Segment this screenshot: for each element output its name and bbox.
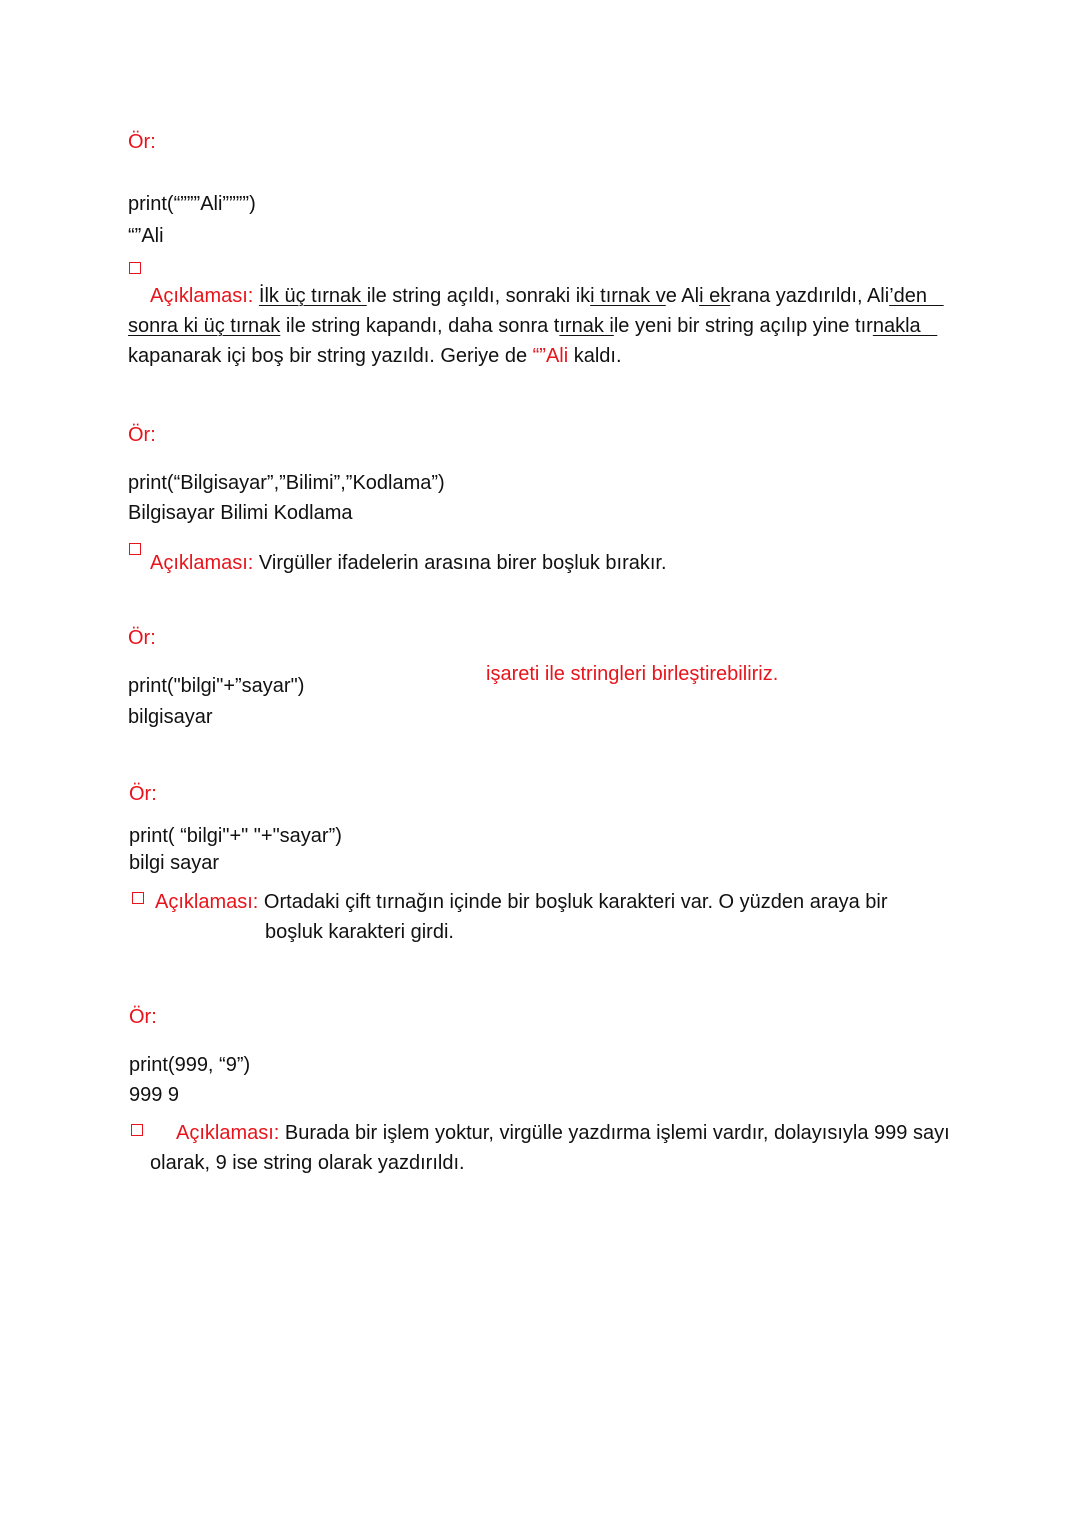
- bullet-checkbox-icon: [129, 262, 141, 274]
- example-2-code: print(“Bilgisayar”,”Bilimi”,”Kodlama”): [128, 472, 445, 494]
- example-1-output: “”Ali: [128, 225, 164, 247]
- example-1-explanation-line-1: [150, 282, 944, 310]
- explanation-segment: i ek: [699, 285, 731, 307]
- example-4-label: Ör:: [129, 783, 157, 805]
- explanation-segment: i tırnak v: [590, 285, 666, 307]
- example-5-explanation-line-2: olarak, 9 ise string olarak yazdırıldı.: [150, 1152, 465, 1174]
- explanation-1-line3-highlight: “”Ali: [532, 345, 569, 367]
- example-2-explanation: [150, 549, 667, 577]
- bullet-checkbox-icon: [132, 892, 144, 904]
- example-3-output: bilgisayar: [128, 706, 213, 728]
- explanation-1-line3-prefix: kapanarak içi boş bir string yazıldı. Geriye de: [128, 345, 533, 367]
- explanation-1-line1-parts: [259, 285, 944, 307]
- explanation-segment: e Al: [665, 285, 700, 307]
- explanation-segment: ile string kapandı, daha sonra t: [280, 315, 560, 337]
- explanation-segment: nakla: [872, 315, 938, 337]
- example-1-label: Ör:: [128, 131, 156, 153]
- example-3-note: işareti ile stringleri birleştirebiliriz.: [486, 663, 779, 685]
- example-5-label: Ör:: [129, 1006, 157, 1028]
- example-4-output: bilgi sayar: [129, 852, 220, 874]
- example-2-label: Ör:: [128, 424, 156, 446]
- explanation-1-line3-suffix: kaldı.: [568, 345, 622, 367]
- explanation-text: Virgüller ifadelerin arasına birer boşluk bırakır.: [258, 552, 667, 574]
- example-1-explanation-line-2: [128, 312, 937, 340]
- example-4-code: print( “bilgi"+" "+"sayar”): [129, 825, 342, 847]
- explanation-segment: ırnak i: [559, 315, 614, 337]
- bullet-checkbox-icon: [131, 1124, 143, 1136]
- explanation-segment: le yeni bir string açılıp yine tır: [613, 315, 873, 337]
- bullet-checkbox-icon: [129, 543, 141, 555]
- explanation-title: Açıklaması:: [150, 285, 254, 307]
- example-5-explanation: [176, 1119, 950, 1147]
- example-5-output: 999 9: [129, 1084, 180, 1106]
- example-4-explanation: [155, 888, 888, 916]
- explanation-segment: ’den: [889, 285, 944, 307]
- explanation-segment: İlk üç tırnak: [258, 285, 367, 307]
- explanation-segment: rana yazdırıldı, Ali: [730, 285, 890, 307]
- explanation-text: Burada bir işlem yoktur, virgülle yazdırma işlemi vardır, dolayısıyla 999 sayı: [284, 1122, 950, 1144]
- explanation-title: Açıklaması:: [155, 891, 259, 913]
- example-3-code: print("bilgi"+”sayar"): [128, 675, 305, 697]
- explanation-title: Açıklaması:: [150, 552, 254, 574]
- explanation-segment: sonra ki üç tırnak: [128, 315, 281, 337]
- example-3-label: Ör:: [128, 627, 156, 649]
- explanation-title: Açıklaması:: [176, 1122, 280, 1144]
- example-1-code: print(“”””Ali””””): [128, 193, 256, 215]
- example-1-explanation-line-3: [128, 342, 622, 370]
- example-4-explanation-line-2: boşluk karakteri girdi.: [265, 921, 454, 943]
- example-2-output: Bilgisayar Bilimi Kodlama: [128, 502, 353, 524]
- explanation-segment: ile string açıldı, sonraki ik: [366, 285, 591, 307]
- example-5-code: print(999, “9”): [129, 1054, 251, 1076]
- explanation-text: Ortadaki çift tırnağın içinde bir boşluk karakteri var. O yüzden araya bir: [263, 891, 888, 913]
